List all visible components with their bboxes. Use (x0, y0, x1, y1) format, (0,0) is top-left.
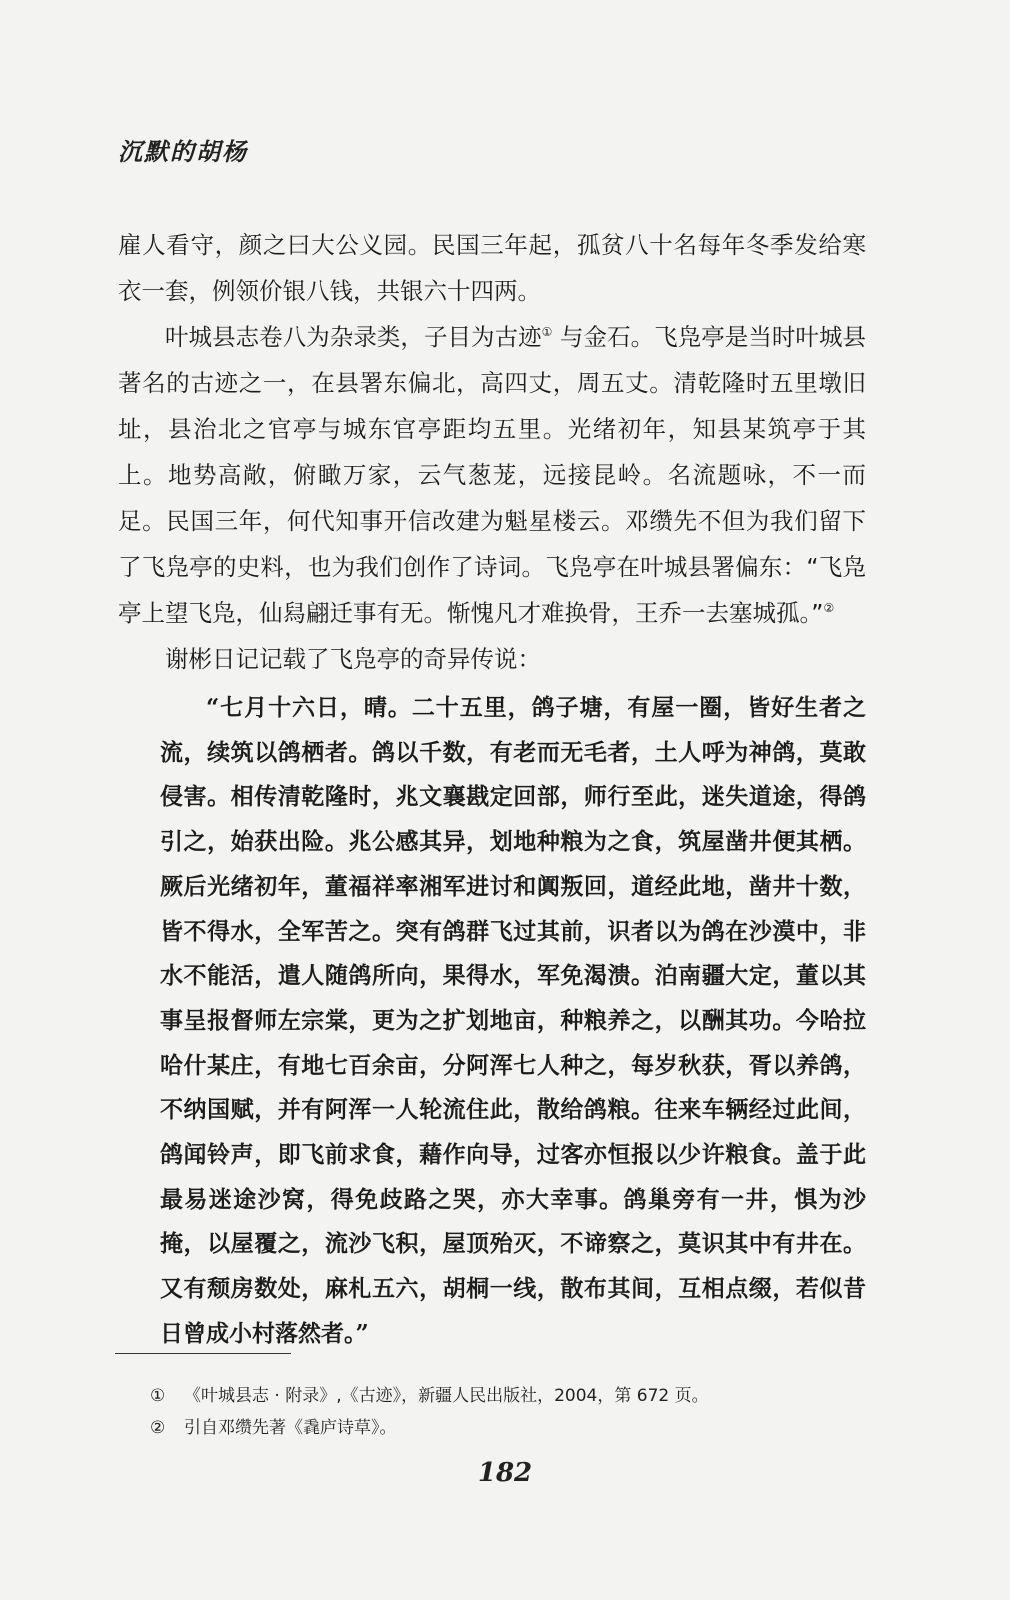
running-head: 沉默的胡杨 (118, 137, 248, 166)
paragraph-continuation: 雇人看守，颜之曰大公义园。民国三年起，孤贫八十名每年冬季发给寒衣一套，例领价银八钱，共银六十四两。 (118, 231, 866, 305)
paragraph-text: 叶城县志卷八为杂录类，子目为古迹 (165, 323, 542, 351)
footnote-item (150, 1412, 870, 1444)
footnote-divider (115, 1353, 291, 1354)
footnote-number: ② (150, 1418, 166, 1438)
paragraph-text: 与金石。飞凫亭是当时叶城县著名的古迹之一，在县署东偏北，高四丈，周五丈。清乾隆时五里墩旧址，县治北之官亭与城东官亭距均五里。光绪初年，知县某筑亭于其上。地势高敞，俯瞰万家，云气葱茏，远接昆岭。名流题咏，不一而足。民国三年，何代知事开信改建为魁星楼云。邓缵先不但为我们留下了飞凫亭的史料，也为我们创作了诗词。飞凫亭在叶城县署偏东：“飞凫亭上望飞凫，仙舄翩迁事有无。惭愧凡才难换骨，王乔一去塞城孤。” (118, 323, 866, 627)
footnote-number: ① (150, 1386, 166, 1406)
footnote-ref-1[interactable]: ① (541, 325, 553, 340)
block-quote (160, 686, 866, 1357)
footnote-item (150, 1380, 870, 1412)
paragraph-intro-quote: 谢彬日记记载了飞凫亭的奇异传说： (165, 645, 541, 673)
quote-text: “七月十六日，晴。二十五里，鸽子塘，有屋一圈，皆好生者之流，续筑以鸽栖者。鸽以千数，有老而无毛者，土人呼为神鸽，莫敢侵害。相传清乾隆时，兆文襄戡定回部，师行至此，迷失道途，得鸽引之，始获出险。兆公感其异，划地种粮为之食，筑屋凿井便其栖。厥后光绪初年，董福祥率湘军进讨和阗叛回，道经此地，凿井十数，皆不得水，全军苦之。突有鸽群飞过其前，识者以为鸽在沙漠中，非水不能活，遣人随鸽所向，果得水，军免渴溃。泊南疆大定，董以其事呈报督师左宗棠，更为之扩划地亩，种粮养之，以酬其功。今哈拉哈什某庄，有地七百余亩，分阿浑七人种之，每岁秋获，胥以养鸽，不纳国赋，并有阿浑一人轮流住此，散给鸽粮。往来车辆经过此间，鸽闻铃声，即飞前求食，藉作向导，过客亦恒报以少许粮食。盖于此最易迷途沙窝，得免歧路之哭，亦大幸事。鸽巢旁有一井，惧为沙掩，以屋覆之，流沙飞积，屋顶殆灭，不谛察之，莫识其中有井在。又有颓房数处，麻札五六，胡桐一线，散布其间，互相点缀，若似昔日曾成小村落然者。” (160, 694, 866, 1347)
body-text (118, 222, 866, 682)
paragraph-feifu-pavilion (118, 314, 866, 636)
footnote-text: 引自邓缵先著《毳庐诗草》。 (184, 1418, 397, 1438)
footnotes (150, 1380, 870, 1444)
footnote-ref-2[interactable]: ② (823, 601, 835, 616)
footnote-text: 《叶城县志 · 附录》,《古迹》，新疆人民出版社，2004，第 672 页。 (184, 1386, 709, 1406)
page-number: 182 (477, 1458, 533, 1488)
